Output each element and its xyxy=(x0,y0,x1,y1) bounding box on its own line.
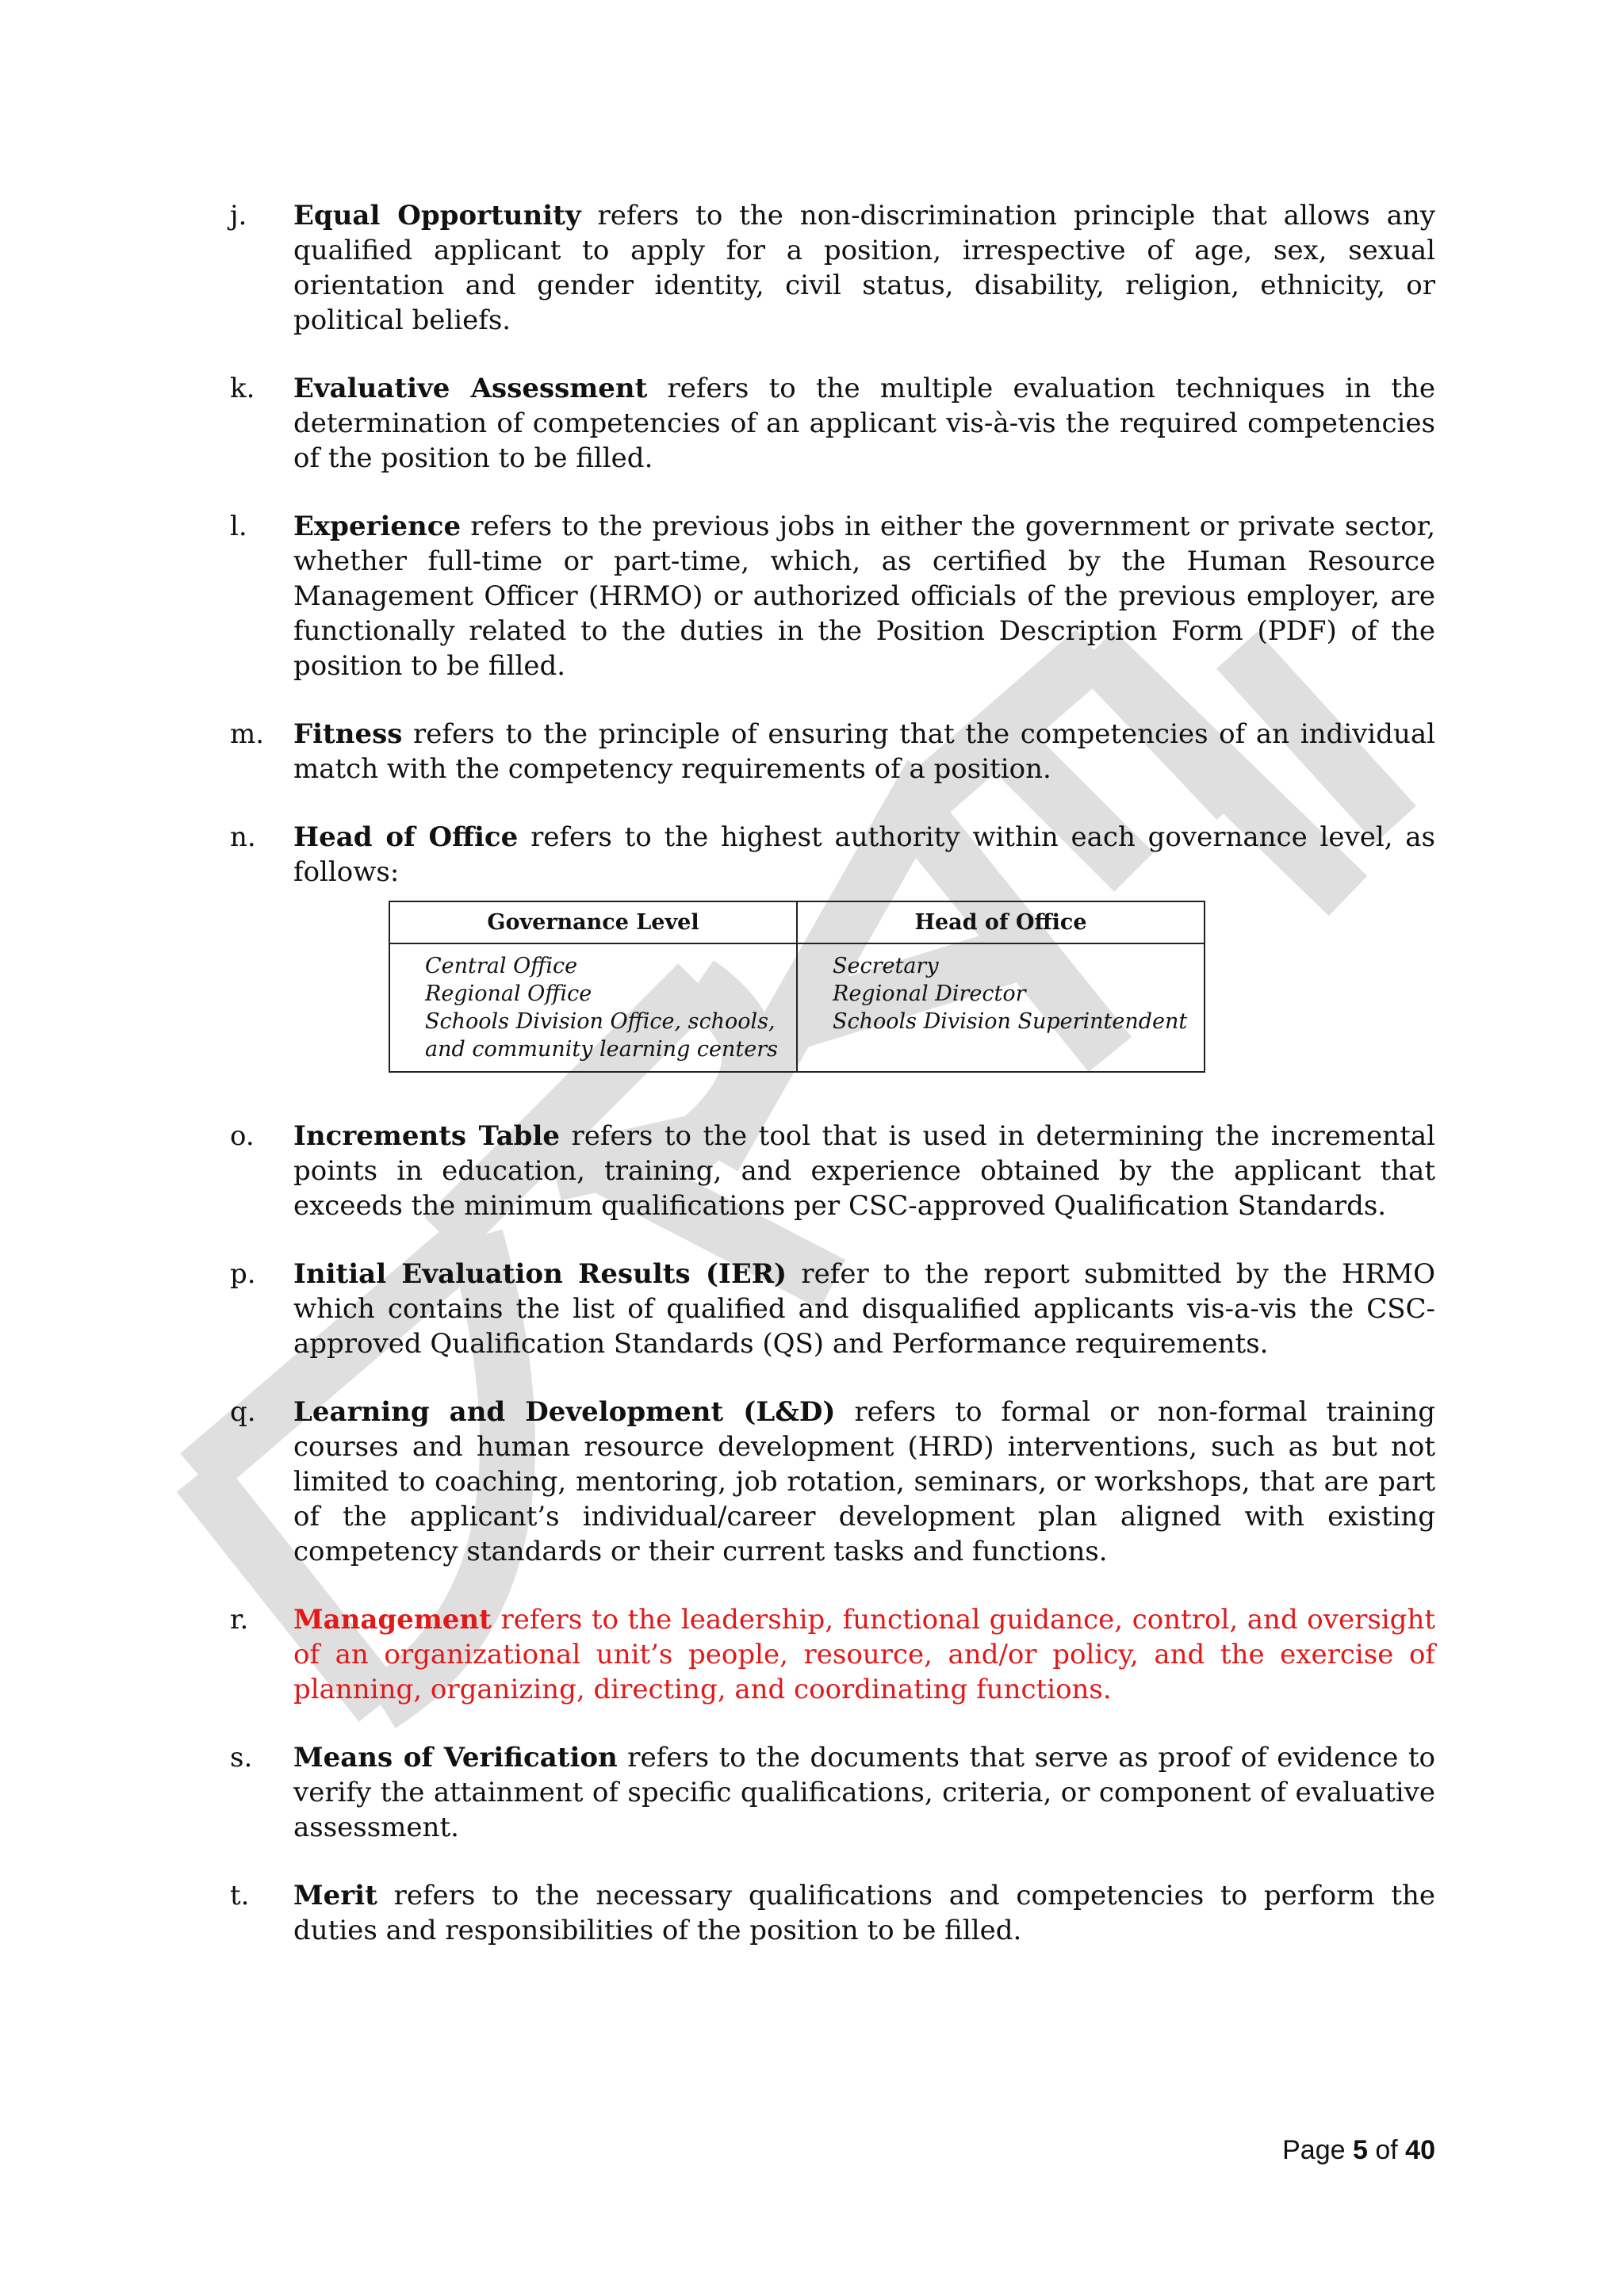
item-letter: n. xyxy=(230,821,256,853)
item-letter: p. xyxy=(230,1258,256,1290)
definition-text: refers to the highest authority within each governance level, as follows: xyxy=(293,821,1436,888)
item-letter: s. xyxy=(230,1742,253,1774)
definition-text: refers to the leadership, functional guidance, control, and oversight of an organizational unit’s people, resource, and/or policy, and the exercise of planning, organizing, directing, and coordinating functions. xyxy=(293,1604,1435,1705)
item-letter: m. xyxy=(230,718,265,750)
column-header-governance-level: Governance Level xyxy=(389,901,797,943)
definition-text: refers to the necessary qualifications and competencies to perform the duties and responsibilities of the position to be filled. xyxy=(293,1880,1435,1946)
item-letter: j. xyxy=(230,200,247,232)
item-letter: r. xyxy=(230,1604,249,1636)
definition-item-t xyxy=(230,1878,1435,1948)
table-row xyxy=(389,943,1205,1072)
definition-term: Initial Evaluation Results (IER) xyxy=(293,1258,787,1290)
item-letter: o. xyxy=(230,1120,255,1152)
item-letter: t. xyxy=(230,1880,250,1911)
definition-item-p xyxy=(230,1257,1435,1361)
heads-of-office-cell xyxy=(797,943,1205,1072)
item-letter: l. xyxy=(230,511,247,542)
definition-item-j xyxy=(230,198,1435,338)
governance-level: Central Office xyxy=(425,954,578,978)
head-of-office: Secretary xyxy=(833,954,939,978)
governance-level: Regional Office xyxy=(425,982,592,1006)
definition-item-n xyxy=(230,820,1435,890)
definition-item-k xyxy=(230,371,1435,476)
governance-levels-cell xyxy=(389,943,797,1072)
head-of-office: Schools Division Superintendent xyxy=(833,1009,1188,1034)
head-of-office: Regional Director xyxy=(833,982,1026,1006)
definition-item-s xyxy=(230,1740,1435,1845)
definition-term: Fitness xyxy=(293,718,403,750)
definition-term: Merit xyxy=(293,1880,377,1911)
definition-term: Equal Opportunity xyxy=(293,200,581,232)
definition-text: refers to the previous jobs in either the government or private sector, whether full-time or part-time, which, as certified by the Human Resource Management Officer (HRMO) or authorized officials of the previous employer, are functionally related to the duties in the Position Description Form (PDF) of the position to be filled. xyxy=(293,511,1435,682)
definition-text: refers to the documents that serve as proof of evidence to verify the attainment of specific qualifications, criteria, or component of evaluative assessment. xyxy=(293,1742,1436,1843)
definition-text: refers to the tool that is used in determining the incremental points in education, training, and experience obtained by the applicant that exceeds the minimum qualifications per CSC-approved Qualification Standards. xyxy=(293,1120,1436,1222)
page-label: Page xyxy=(1282,2135,1346,2165)
table-header-row xyxy=(389,901,1205,943)
definition-term: Increments Table xyxy=(293,1120,560,1152)
definition-term: Head of Office xyxy=(293,821,519,853)
governance-table xyxy=(389,901,1205,1073)
page-number: 5 xyxy=(1352,2135,1368,2165)
definitions-section xyxy=(230,198,1435,1981)
definition-text: refers to the multiple evaluation techniques in the determination of competencies of an applicant vis-à-vis the required competencies of the position to be filled. xyxy=(293,373,1435,474)
definition-item-l xyxy=(230,509,1435,683)
governance-level: Schools Division Office, schools, xyxy=(425,1009,776,1034)
definition-item-r xyxy=(230,1602,1435,1707)
definition-text: refers to the non-discrimination principle that allows any qualified applicant to apply for a position, irrespective of age, sex, sexual orientation and gender identity, civil status, disability, religion, ethnicity, or political beliefs. xyxy=(293,200,1436,336)
definition-item-q xyxy=(230,1395,1435,1569)
item-letter: k. xyxy=(230,373,255,404)
definition-term: Experience xyxy=(293,511,462,542)
definition-text: refers to formal or non-formal training courses and human resource development (HRD) interventions, such as but not limited to coaching, mentoring, job rotation, seminars, or workshops, that are part of the applicant’s individual/career development plan aligned with existing competency standards or their current tasks and functions. xyxy=(293,1396,1435,1567)
definition-item-m xyxy=(230,717,1435,786)
definition-text: refers to the principle of ensuring that the competencies of an individual match with the competency requirements of a position. xyxy=(293,718,1435,785)
governance-level: and community learning centers xyxy=(425,1037,779,1062)
column-header-head-of-office: Head of Office xyxy=(797,901,1205,943)
definition-term: Means of Verification xyxy=(293,1742,618,1774)
definition-item-o xyxy=(230,1119,1435,1223)
item-letter: q. xyxy=(230,1396,256,1428)
of-label: of xyxy=(1375,2135,1398,2165)
definition-term: Management xyxy=(293,1604,492,1636)
definition-term: Learning and Development (L&D) xyxy=(293,1396,836,1428)
definition-text: refer to the report submitted by the HRMO which contains the list of qualified and disqualified applicants vis-a-vis the CSC-approved Qualification Standards (QS) and Performance requirements. xyxy=(293,1258,1435,1360)
definition-term: Evaluative Assessment xyxy=(293,373,648,404)
page-footer xyxy=(1282,2135,1435,2166)
total-pages: 40 xyxy=(1405,2135,1435,2165)
